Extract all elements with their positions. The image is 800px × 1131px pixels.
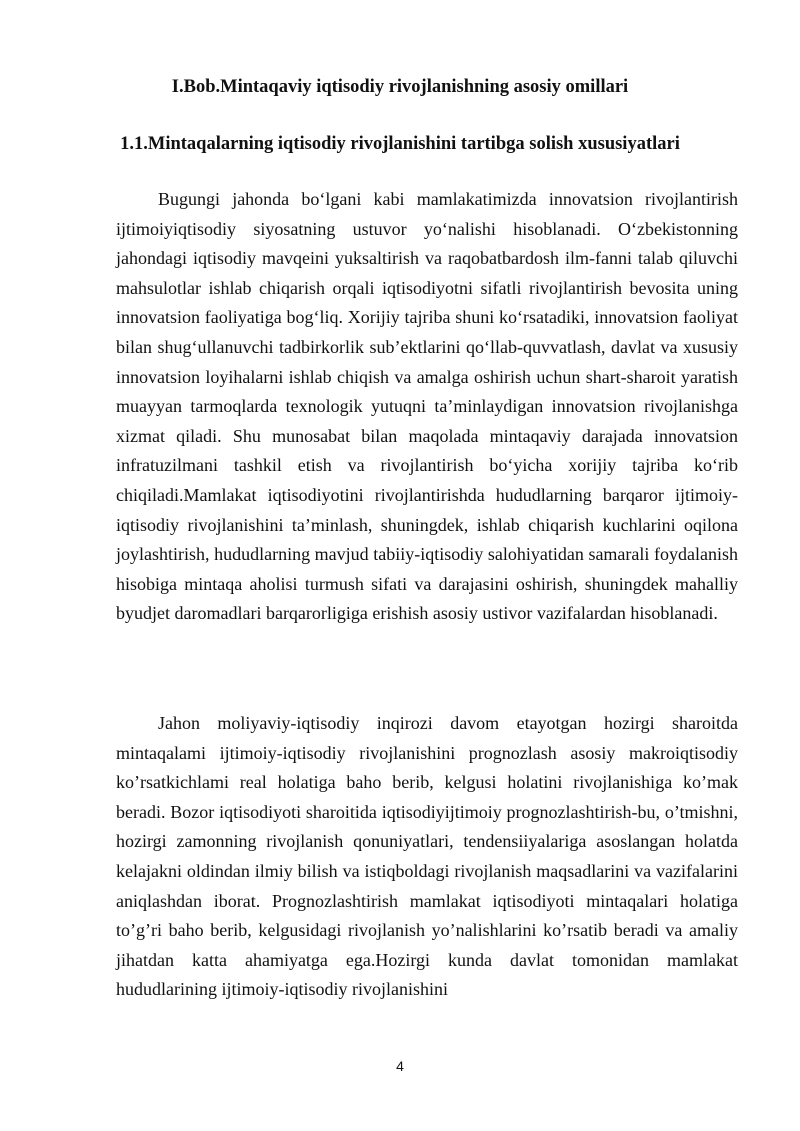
section-title: 1.1.Mintaqalarning iqtisodiy rivojlanishini tartibga solish xususiyatlari xyxy=(120,134,680,154)
body-paragraph: Bugungi jahonda bo‘lgani kabi mamlakatimizda innovatsion rivojlantirish ijtimoiyiqtisodiy siyosatning ustuvor yo‘nalishi hisoblanadi. O‘zbekistonning jahondagi iqtisodiy mavqeini yuksaltirish va raqobatbardosh ilm-fanni talab qiluvchi mahsulotlar ishlab chiqarish orqali iqtisodiyotni sifatli rivojlantirish bevosita uning innovatsion faoliyatiga bog‘liq. Xorijiy tajriba shuni ko‘rsatadiki, innovatsion faoliyat bilan shug‘ullanuvchi tadbirkorlik sub’ektlarini qo‘llab-quvvatlash, davlat va xususiy innovatsion loyihalarni ishlab chiqish va amalga oshirish uchun shart-sharoit yaratish muayyan tarmoqlarda texnologik yutuqni ta’minlaydigan innovatsion rivojlanishga xizmat qiladi. Shu munosabat bilan maqolada mintaqaviy darajada innovatsion infratuzilmani tashkil etish va rivojlantirish bo‘yicha xorijiy tajriba ko‘rib chiqiladi.Mamlakat iqtisodiyotini rivojlantirishda hududlarning barqaror ijtimoiy-iqtisodiy rivojlanishini ta’minlash, shuningdek, ishlab chiqarish kuchlarini oqilona joylashtirish, hududlarning mavjud tabiiy-iqtisodiy salohiyatidan samarali foydalanish hisobiga mintaqa aholisi turmush sifati va darajasini oshirish, shuningdek mahalliy byudjet daromadlari barqarorligiga erishish asosiy ustivor vazifalardan hisoblanadi. xyxy=(116,189,738,624)
body-paragraph: Jahon moliyaviy-iqtisodiy inqirozi davom etayotgan hozirgi sharoitda mintaqalami ijtimoiy-iqtisodiy rivojlanishini prognozlash asosiy makroiqtisodiy ko’rsatkichlami real holatiga baho berib, kelgusi holatini rivojlanishiga ko’mak beradi. Bozor iqtisodiyoti sharoitida iqtisodiyijtimoiy prognozlashtirish-bu, o’tmishni, hozirgi zamonning rivojlanish qonuniyatlari, tendensiiyalariga asoslangan holatda kelajakni oldindan ilmiy bilish va istiqboldagi rivojlanish maqsadlarini va vazifalarini aniqlashdan iborat. Prognozlashtirish mamlakat iqtisodiyoti mintaqalari holatiga to’g’ri baho berib, kelgusidagi rivojlanish yo’nalishlarini ko’rsatib beradi va amaliy jihatdan katta ahamiyatga ega.Hozirgi kunda davlat tomonidan mamlakat hududlarining ijtimoiy-iqtisodiy rivojlanishini xyxy=(116,713,738,1000)
chapter-title: I.Bob.Mintaqaviy iqtisodiy rivojlanishning asosiy omillari xyxy=(171,77,629,97)
page-number: 4 xyxy=(396,1058,404,1074)
